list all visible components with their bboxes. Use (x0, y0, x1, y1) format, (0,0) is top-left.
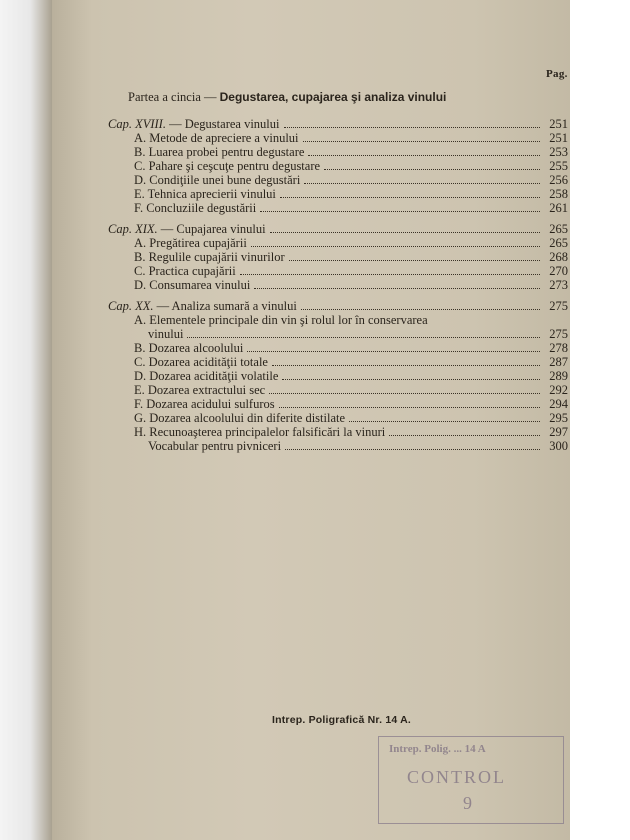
page-number: 297 (549, 425, 568, 439)
page-number: 265 (549, 236, 568, 250)
part-prefix: Partea a cincia — (128, 90, 220, 104)
toc-entry-row (134, 145, 568, 159)
toc-entry-label (134, 131, 303, 146)
control-stamp (378, 736, 564, 824)
dot-leader (260, 202, 540, 212)
toc-entry-label (134, 369, 282, 384)
toc-entry-label (134, 355, 272, 370)
page-number: 292 (549, 383, 568, 397)
toc-entry-text: C. Practica cupajării (134, 264, 236, 278)
toc-entry-row (148, 439, 568, 453)
dot-leader (389, 426, 540, 436)
toc-entry-label (134, 411, 349, 426)
toc-entry-label (134, 425, 389, 440)
toc-entry-label (134, 250, 289, 265)
toc-entry-text: G. Dozarea alcoolului din diferite distilate (134, 411, 346, 425)
page-number: 261 (549, 201, 568, 215)
page-number: 270 (549, 264, 568, 278)
page-column-header: Pag. (546, 68, 568, 80)
toc-entry-text: F. Concluziile degustării (134, 201, 257, 215)
toc-entry-label (108, 299, 301, 314)
toc-entry-text: — Degustarea vinului (165, 117, 280, 131)
toc-entry-text: Vocabular pentru pivniceri (148, 439, 282, 453)
toc-entry-text: C. Dozarea acidităţii totale (134, 355, 268, 369)
toc-entry-text: B. Luarea probei pentru degustare (134, 145, 305, 159)
page-number: 294 (549, 397, 568, 411)
toc-entry-text: C. Pahare şi ceşcuţe pentru degustare (134, 159, 321, 173)
dot-leader (269, 384, 540, 394)
dot-leader (324, 160, 540, 170)
toc-entry-text: — Analiza sumară a vinului (153, 299, 297, 313)
toc-entry-row (134, 173, 568, 187)
page-number: 275 (549, 299, 568, 313)
toc-entry-text: A. Pregătirea cupajării (134, 236, 247, 250)
dot-leader (303, 132, 540, 142)
page-number: 253 (549, 145, 568, 159)
toc-chapter-row (108, 117, 568, 131)
page-number: 273 (549, 278, 568, 292)
toc-entry-row (134, 425, 568, 439)
toc-entry-row (134, 250, 568, 264)
dot-leader (270, 223, 540, 233)
dot-leader (251, 237, 540, 247)
dot-leader (240, 265, 540, 275)
toc-entry-label (134, 397, 279, 412)
toc-chapter-row (108, 299, 568, 313)
dot-leader (285, 440, 540, 450)
toc-entry-text: A. Elementele principale din vin şi rolul lor în conservarea (134, 313, 428, 327)
toc-entry-row (134, 369, 568, 383)
toc-entry-row (134, 201, 568, 215)
stamp-line-2: CONTROL (407, 767, 506, 787)
toc-entry-text: H. Recunoaşterea principalelor falsificări la vinuri (134, 425, 386, 439)
dot-leader (349, 412, 540, 422)
toc-entry-label (134, 236, 251, 251)
page-number: 268 (549, 250, 568, 264)
page-number: 275 (549, 327, 568, 341)
toc-entry-row (134, 159, 568, 173)
dot-leader (187, 328, 540, 338)
dot-leader (289, 251, 540, 261)
toc-entry-label (134, 264, 240, 279)
toc-entry-row (134, 236, 568, 250)
toc-entry-text: B. Dozarea alcoolului (134, 341, 244, 355)
toc-entry-row (134, 187, 568, 201)
dot-leader (247, 342, 540, 352)
part-title (128, 90, 446, 105)
toc-entry-row (134, 355, 568, 369)
toc-entry-row (134, 341, 568, 355)
toc-entry-text: E. Tehnica aprecierii vinului (134, 187, 276, 201)
toc-entry-label (108, 222, 270, 237)
page-number: 258 (549, 187, 568, 201)
toc-entry-label (148, 327, 187, 342)
page-number: 256 (549, 173, 568, 187)
page-number: 265 (549, 222, 568, 236)
toc-entry-label (134, 187, 280, 202)
dot-leader (284, 118, 541, 128)
toc-entry-row (134, 397, 568, 411)
chapter-number: Cap. XIX. (108, 222, 158, 236)
toc-entry-text: B. Regulile cupajării vinurilor (134, 250, 285, 264)
toc-entry-text: vinului (148, 327, 184, 341)
toc-entry-text: A. Metode de apreciere a vinului (134, 131, 299, 145)
page-number: 251 (549, 117, 568, 131)
part-name: Degustarea, cupajarea şi analiza vinului (219, 90, 447, 104)
toc-entry-text: E. Dozarea extractului sec (134, 383, 266, 397)
toc-entry-text: D. Condiţiile unei bune degustări (134, 173, 301, 187)
dot-leader (282, 370, 540, 380)
stamp-line-1: Intrep. Polig. ... 14 A (389, 743, 486, 755)
dot-leader (272, 356, 540, 366)
page-number: 255 (549, 159, 568, 173)
toc-entry-label (134, 173, 304, 188)
dot-leader (308, 146, 540, 156)
dot-leader (254, 279, 540, 289)
toc-entry-label (148, 439, 285, 454)
stamp-line-3: 9 (463, 793, 472, 813)
background-edge (570, 0, 630, 840)
chapter-number: Cap. XVIII. (108, 117, 166, 131)
page-number: 287 (549, 355, 568, 369)
toc-entry-label (134, 341, 247, 356)
printer-imprint: Intrep. Poligrafică Nr. 14 A. (272, 714, 412, 726)
dot-leader (304, 174, 540, 184)
page-number: 278 (549, 341, 568, 355)
page-number: 251 (549, 131, 568, 145)
page-number: 300 (549, 439, 568, 453)
dot-leader (279, 398, 540, 408)
page-number: 289 (549, 369, 568, 383)
toc-entry-label (108, 117, 284, 132)
book-spine-shadow (0, 0, 52, 840)
dot-leader (280, 188, 540, 198)
toc-entry-label (134, 159, 324, 174)
chapter-number: Cap. XX. (108, 299, 154, 313)
toc-entry-label (134, 201, 260, 216)
page-number: 295 (549, 411, 568, 425)
toc-entry-row (134, 131, 568, 145)
toc-entry-row (134, 383, 568, 397)
toc-entry-row (148, 327, 568, 341)
toc-entry-text: F. Dozarea acidului sulfuros (134, 397, 275, 411)
toc-entry-text: D. Dozarea acidităţii volatile (134, 369, 279, 383)
toc-chapter-row (108, 222, 568, 236)
toc-entry-row (134, 264, 568, 278)
dot-leader (301, 300, 540, 310)
toc-entry-row (134, 278, 568, 292)
toc-entry-label (134, 383, 269, 398)
toc-entry-label (134, 278, 254, 293)
toc-entry-text: — Cupajarea vinului (157, 222, 266, 236)
toc-entry-label (134, 145, 308, 160)
toc-entry-row (134, 411, 568, 425)
toc-entry-text: D. Consumarea vinului (134, 278, 251, 292)
